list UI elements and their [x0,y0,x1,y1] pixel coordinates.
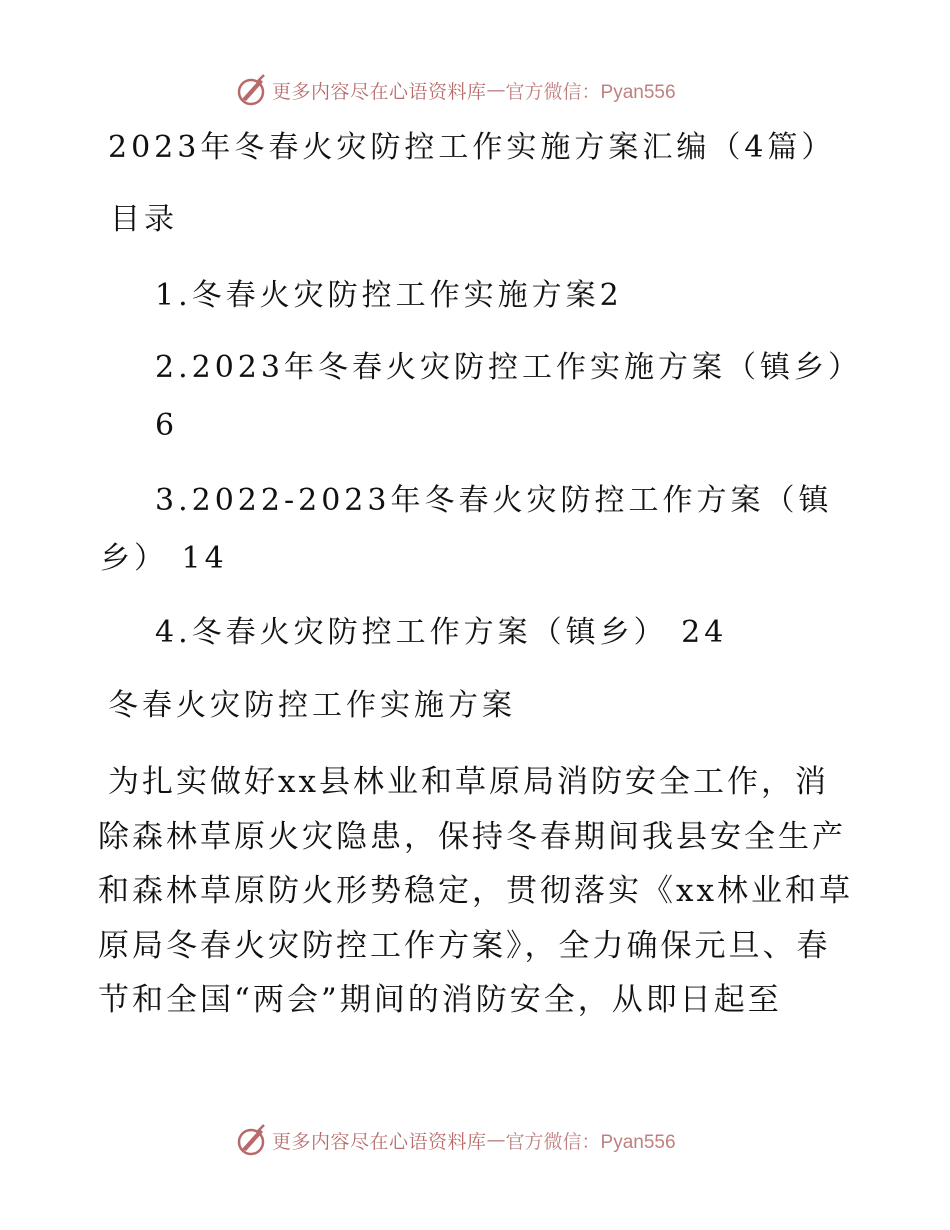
watermark-wechat: 官方微信：Pyan556 [505,81,676,103]
quill-logo-icon [234,1123,268,1157]
toc-item-2[interactable]: 2.2023年冬春火灾防控工作实施方案（镇乡） [155,350,862,385]
watermark-text: 更多内容尽在心语资料库 [272,1130,487,1153]
footer-watermark [234,1122,676,1158]
header-watermark [234,72,676,108]
toc-item-3-cont[interactable]: 乡） 14 [100,541,228,576]
body-paragraph: 为扎实做好xx县林业和草原局消防安全工作，消除森林草原火灾隐患，保持冬春期间我县安全生产和森林草原防火形势稳定，贯彻落实《xx林业和草原局冬春火灾防控工作方案》，全力确保元旦、春节和全国“两会”期间的消防安全，从即日起至 [98,764,853,1018]
watermark-dash: — [486,1129,506,1151]
toc-heading: 目录 [110,202,178,237]
quill-logo-icon [234,73,268,107]
toc-item-1[interactable]: 1.冬春火灾防控工作实施方案2 [155,278,623,313]
document-title: 2023年冬春火灾防控工作实施方案汇编（4篇） [108,130,836,165]
toc-item-3[interactable]: 3.2022-2023年冬春火灾防控工作方案（镇 [155,483,833,518]
watermark-wechat: 官方微信：Pyan556 [505,1131,676,1153]
watermark-dash: — [486,79,506,101]
watermark-text: 更多内容尽在心语资料库 [272,80,487,103]
toc-item-4[interactable]: 4.冬春火灾防控工作方案（镇乡） 24 [155,615,728,650]
section-heading: 冬春火灾防控工作实施方案 [108,688,516,723]
toc-item-2-page[interactable]: 6 [155,408,179,443]
